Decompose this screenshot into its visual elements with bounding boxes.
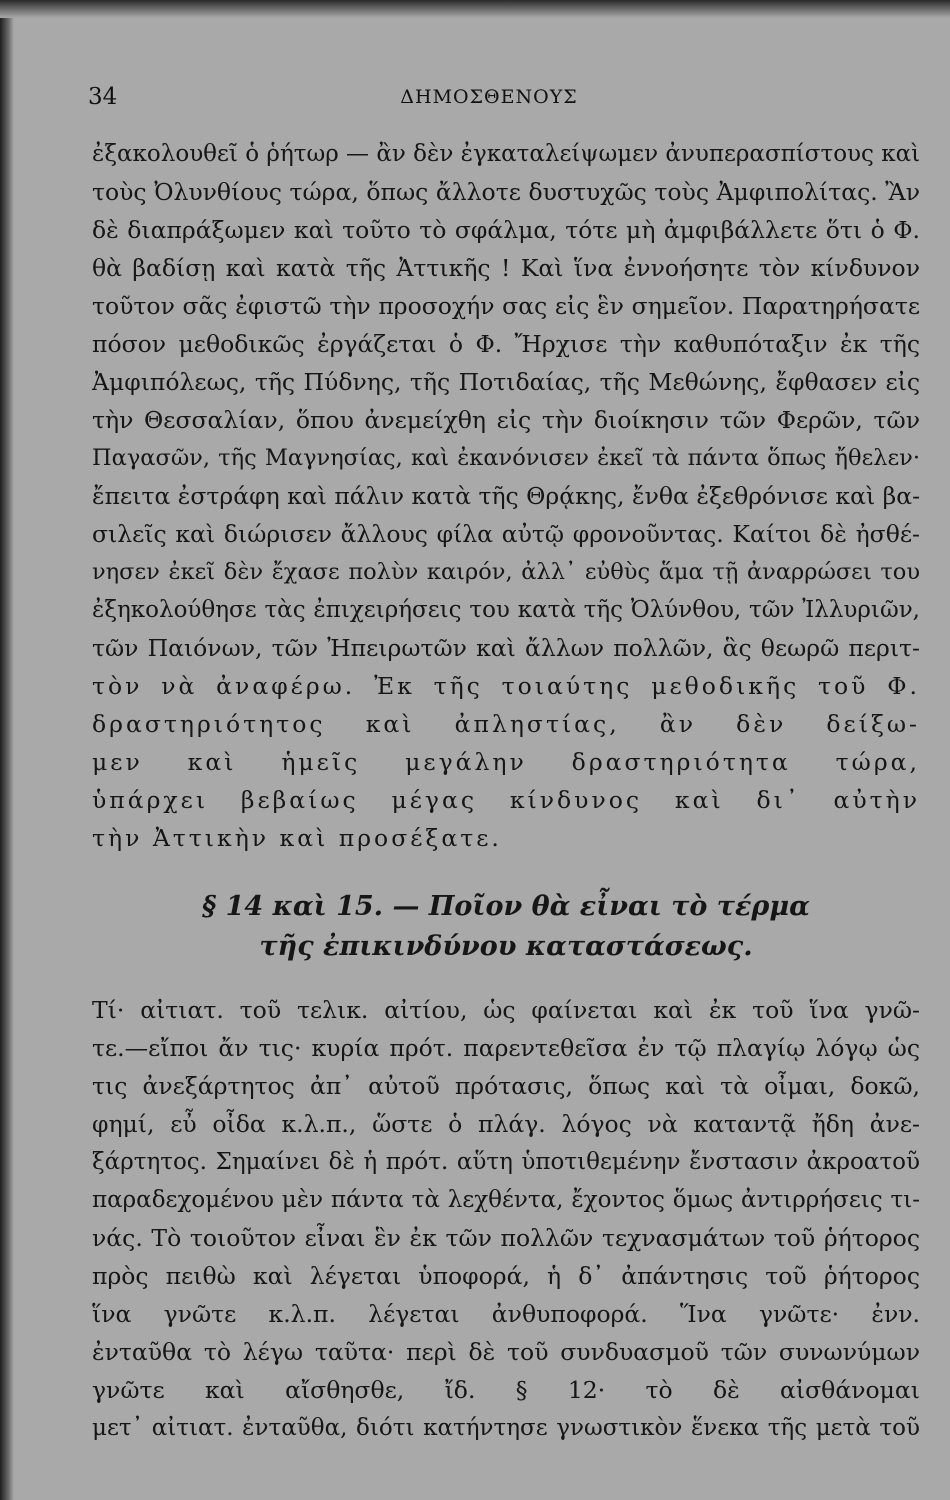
body-line: δραστηριότητος καὶ ἀπληστίας, ἂν δὲν δείξω-: [92, 710, 920, 738]
body-line: Ἀμφιπόλεως, τῆς Πύδνης, τῆς Ποτιδαίας, τῆς Μεθώνης, ἔφθασεν εἰς: [92, 368, 920, 396]
running-title: ΔΗΜΟΣΘΕΝΟΥΣ: [400, 86, 578, 108]
note-line: φημί, εὖ οἶδα κ.λ.π., ὥστε ὁ πλάγ. λόγος νὰ καταντᾷ ἤδη ἀνε-: [92, 1110, 920, 1138]
body-line: τὸν νὰ ἀναφέρω. Ἐκ τῆς τοιαύτης μεθοδικῆς τοῦ Φ.: [92, 672, 920, 700]
note-line: πρὸς πειθὼ καὶ λέγεται ὑποφορά, ἡ δ᾽ ἀπάντησις τοῦ ῥήτορος: [92, 1262, 920, 1290]
note-line: ξάρτητος. Σημαίνει δὲ ἡ πρότ. αὕτη ὑποτιθεμένην ἔνστασιν ἀκροατοῦ: [92, 1149, 920, 1175]
note-line: τις ἀνεξάρτητος ἀπ᾽ αὐτοῦ πρότασις, ὅπως καὶ τὰ οἶμαι, δοκῶ,: [92, 1072, 920, 1100]
body-line: σιλεῖς καὶ διώρισεν ἄλλους φίλα αὐτῷ φρονοῦντας. Καίτοι δὲ ἠσθέ-: [92, 520, 920, 548]
note-line: μετ᾽ αἰτιατ. ἐνταῦθα, διότι κατήντησε γνωστικὸν ἕνεκα τῆς μετὰ τοῦ: [92, 1415, 920, 1441]
body-line: τῶν Παιόνων, τῶν Ἠπειρωτῶν καὶ ἄλλων πολλῶν, ἃς θεωρῶ περιτ-: [92, 634, 920, 662]
section-heading-line: τῆς ἐπικινδύνου καταστάσεως.: [259, 931, 753, 962]
note-line: τε.—εἴποι ἄν τις· κυρία πρότ. παρεντεθεῖσα ἐν τῷ πλαγίῳ λόγῳ ὡς: [92, 1034, 920, 1062]
body-line: μεν καὶ ἡμεῖς μεγάλην δραστηριότητα τώρα,: [92, 748, 920, 776]
body-line: δὲ διαπράξωμεν καὶ τοῦτο τὸ σφάλμα, τότε μὴ ἀμφιβάλλετε ὅτι ὁ Φ.: [92, 216, 920, 244]
body-line: Παγασῶν, τῆς Μαγνησίας, καὶ ἐκανόνισεν ἐκεῖ τὰ πάντα ὅπως ἤθελεν·: [92, 445, 920, 471]
body-line: τὴν Θεσσαλίαν, ὅπου ἀνεμείχθη εἰς τὴν διοίκησιν τῶν Φερῶν, τῶν: [92, 406, 920, 434]
note-line: παραδεχομένου μὲν πάντα τὰ λεχθέντα, ἔχοντος ὅμως ἀντιρρήσεις τι-: [92, 1187, 920, 1213]
body-line: νησεν ἐκεῖ δὲν ἔχασε πολὺν καιρόν, ἀλλ᾽ εὐθὺς ἅμα τῇ ἀναρρώσει του: [92, 559, 920, 585]
note-line: ἵνα γνῶτε κ.λ.π. λέγεται ἀνθυποφορά. Ἵνα γνῶτε· ἐνν.: [92, 1300, 920, 1328]
page-header: [88, 84, 890, 114]
note-line: ἐνταῦθα τὸ λέγω ταῦτα· περὶ δὲ τοῦ συνδυασμοῦ τῶν συνωνύμων: [92, 1338, 920, 1366]
body-line: ἐξηκολούθησε τὰς ἐπιχειρήσεις του κατὰ τῆς Ὀλύνθου, τῶν Ἰλλυριῶν,: [92, 597, 920, 623]
body-line: ἔπειτα ἐστράφη καὶ πάλιν κατὰ τῆς Θρᾴκης, ἔνθα ἐξεθρόνισε καὶ βα-: [92, 482, 921, 510]
page-number: 34: [88, 84, 118, 110]
body-line: τὴν Ἀττικὴν καὶ προσέξατε.: [92, 824, 502, 852]
note-line: γνῶτε καὶ αἴσθησθε, ἴδ. § 12· τὸ δὲ αἰσθάνομαι: [92, 1376, 920, 1404]
note-line: νάς. Τὸ τοιοῦτον εἶναι ἓν ἐκ τῶν πολλῶν τεχνασμάτων τοῦ ῥήτορος: [92, 1224, 920, 1252]
body-line: ἐξακολουθεῖ ὁ ῥήτωρ — ἂν δὲν ἐγκαταλείψωμεν ἀνυπερασπίστους καὶ: [92, 141, 921, 167]
body-line: θὰ βαδίσῃ καὶ κατὰ τῆς Ἀττικῆς ! Καὶ ἵνα ἐννοήσητε τὸν κίνδυνον: [92, 254, 920, 282]
body-line: τοῦτον σᾶς ἐφιστῶ τὴν προσοχήν σας εἰς ἓν σημεῖον. Παρατηρήσατε: [92, 292, 920, 320]
body-line: πόσον μεθοδικῶς ἐργάζεται ὁ Φ. Ἤρχισε τὴν καθυπόταξιν ἐκ τῆς: [92, 330, 920, 358]
section-heading-line: § 14 καὶ 15. — Ποῖον θὰ εἶναι τὸ τέρμα: [202, 891, 810, 922]
note-line: Τί· αἰτιατ. τοῦ τελικ. αἰτίου, ὡς φαίνεται καὶ ἐκ τοῦ ἵνα γνῶ-: [92, 996, 920, 1024]
body-line: τοὺς Ὀλυνθίους τώρα, ὅπως ἄλλοτε δυστυχῶς τοὺς Ἀμφιπολίτας. Ἂν: [92, 178, 920, 206]
body-line: ὑπάρχει βεβαίως μέγας κίνδυνος καὶ δι᾽ αὐτὴν: [92, 786, 920, 814]
